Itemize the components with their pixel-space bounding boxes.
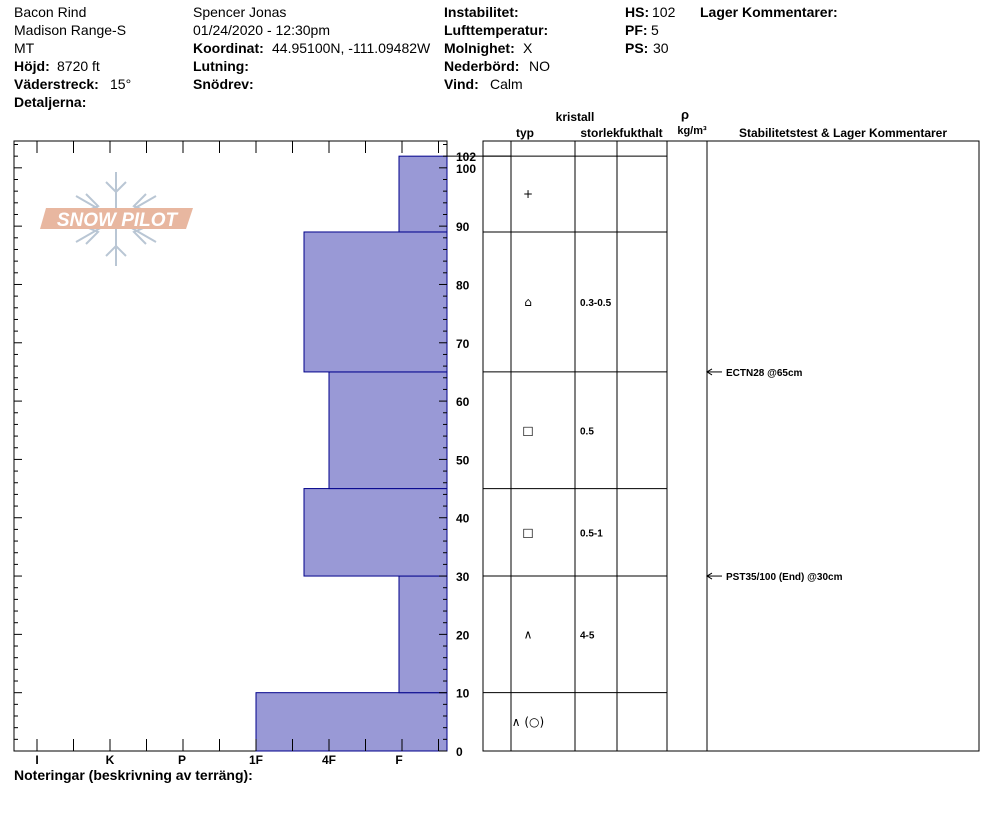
y-tick-label: 30	[456, 570, 470, 585]
grain-size: 0.5	[580, 426, 594, 438]
grain-size: 4-5	[580, 630, 595, 642]
x-tick-label: K	[105, 753, 115, 767]
layer-comments-label: Lager Kommentarer:	[700, 4, 838, 20]
header-comments: Stabilitetstest & Lager Kommentarer	[738, 126, 948, 140]
logo-text: SNOW PILOT	[56, 210, 178, 231]
pf-value: 5	[651, 22, 659, 38]
grain-type-symbol: +	[522, 187, 534, 202]
grain-size: 0.5-1	[580, 528, 603, 540]
header-rho: ρ	[680, 107, 690, 122]
x-tick-label: F	[395, 753, 403, 767]
elevation-label: Höjd:	[14, 58, 50, 74]
hardness-bar	[256, 693, 447, 751]
ps-value: 30	[653, 40, 669, 56]
x-tick-label: I	[35, 753, 39, 767]
hardness-bar	[329, 372, 447, 489]
footer-note: Noteringar (beskrivning av terräng):	[14, 767, 253, 783]
header-size: storlek	[580, 126, 620, 140]
header-type: typ	[516, 126, 534, 140]
grain-size: 0.3-0.5	[580, 297, 612, 309]
header-moisture: fukthalt	[619, 126, 663, 140]
y-tick-label: 100	[456, 161, 477, 176]
elevation-value: 8720 ft	[57, 58, 100, 74]
y-tick-label: 10	[456, 686, 470, 701]
y-tick-label: 90	[456, 220, 470, 235]
hs-label: HS:	[625, 4, 650, 20]
details-label: Detaljerna:	[14, 94, 87, 110]
x-tick-label: 4F	[321, 753, 337, 767]
air-temp-label: Lufttemperatur:	[444, 22, 549, 38]
header-density-unit: kg/m³	[677, 125, 707, 137]
header-crystal: kristall	[555, 110, 595, 124]
aspect-label: Väderstreck:	[14, 76, 99, 92]
wind-value: Calm	[490, 76, 523, 92]
wind-loading-label: Snödrev:	[193, 76, 254, 92]
stability-test-label: ECTN28 @65cm	[726, 367, 803, 379]
observer-name: Spencer Jonas	[193, 4, 287, 20]
instability-label: Instabilitet:	[444, 4, 519, 20]
x-tick-label: 1F	[248, 753, 264, 767]
hs-value: 102	[652, 4, 676, 20]
layer-table-frame	[483, 141, 979, 751]
coordinate-label: Koordinat:	[193, 40, 264, 56]
y-tick-label: 60	[456, 395, 470, 410]
stability-test-label: PST35/100 (End) @30cm	[726, 572, 843, 584]
wind-label: Vind:	[444, 76, 479, 92]
y-tick-label: 0	[456, 745, 463, 759]
ps-label: PS:	[625, 40, 649, 56]
precip-value: NO	[529, 58, 550, 74]
coordinate-value: 44.95100N, -111.09482W	[272, 40, 431, 56]
grain-type-symbol: ∧ (○)	[511, 714, 545, 729]
pf-label: PF:	[625, 22, 648, 38]
y-tick-label: 20	[456, 628, 470, 643]
hardness-bar	[304, 232, 447, 372]
grain-type-symbol: ∧	[523, 627, 533, 642]
cloud-label: Molnighet:	[444, 40, 515, 56]
y-tick-label: 40	[456, 511, 470, 526]
y-top-label: 102	[456, 150, 477, 165]
hardness-bar	[304, 489, 447, 576]
y-tick-label: 50	[456, 453, 470, 468]
observation-datetime: 01/24/2020 - 12:30pm	[193, 22, 330, 38]
range-name: Madison Range-S	[14, 22, 127, 38]
snowpilot-logo	[40, 208, 193, 231]
grain-type-symbol: □	[522, 525, 534, 540]
grain-type-symbol: ⌂	[524, 294, 532, 309]
y-tick-label: 80	[456, 278, 470, 293]
location-name: Bacon Rind	[14, 4, 87, 20]
grain-type-symbol: □	[522, 423, 534, 438]
aspect-value: 15°	[110, 76, 132, 92]
state-name: MT	[14, 40, 35, 56]
slope-label: Lutning:	[193, 58, 249, 74]
x-tick-label: P	[177, 753, 187, 767]
y-tick-label: 70	[456, 336, 470, 351]
cloud-value: X	[523, 40, 533, 56]
precip-label: Nederbörd:	[444, 58, 520, 74]
